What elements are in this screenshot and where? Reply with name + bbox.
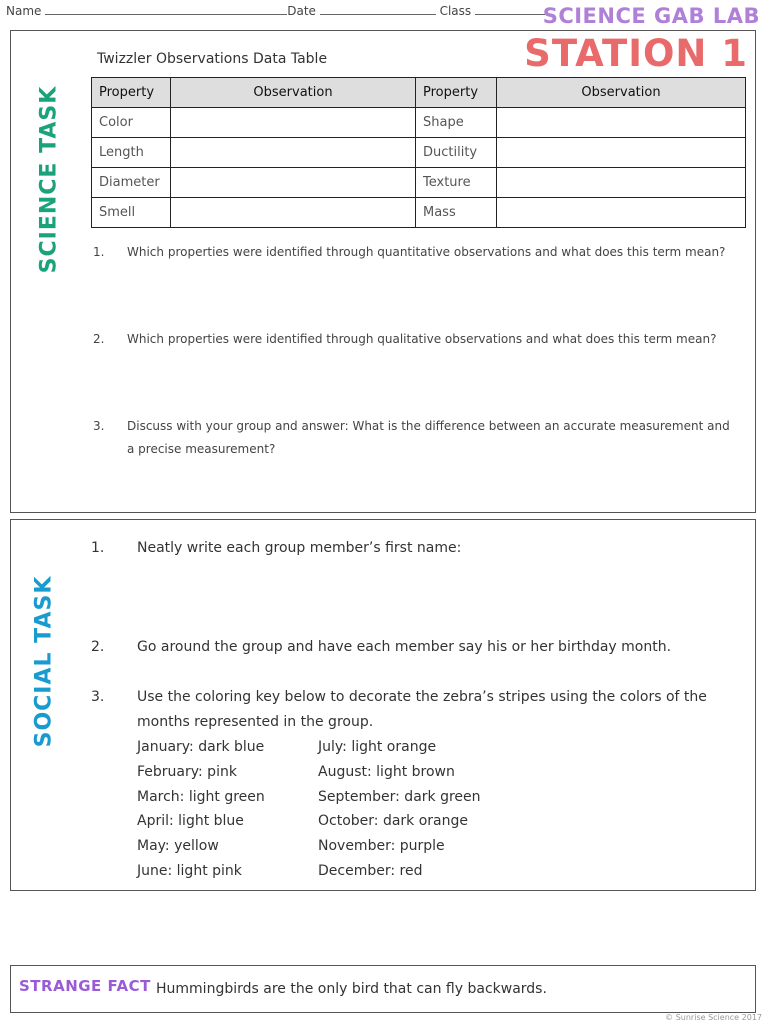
color-key-item: July: light orange: [318, 739, 437, 755]
observations-table: [91, 77, 746, 228]
header-observation: Observation: [171, 78, 416, 108]
color-key-item: May: yellow: [137, 838, 219, 855]
science-task-label: SCIENCE TASK: [36, 85, 62, 274]
strange-fact-text: Hummingbirds are the only bird that can fly backwards.: [156, 981, 547, 997]
color-key-item: February: pink: [137, 763, 237, 780]
table-title: Twizzler Observations Data Table: [97, 51, 328, 67]
brand-title: SCIENCE GAB LAB: [542, 4, 760, 28]
property-cell: Ductility: [416, 138, 497, 168]
name-line[interactable]: [45, 4, 287, 15]
observation-cell[interactable]: [497, 168, 746, 198]
date-line[interactable]: [320, 4, 436, 15]
observation-cell[interactable]: [497, 198, 746, 228]
social-item-3: [91, 685, 711, 735]
item-number: 3.: [91, 689, 105, 705]
copyright: © Sunrise Science 2017: [665, 1013, 762, 1022]
property-cell: Length: [92, 138, 171, 168]
item-number: 1.: [91, 540, 105, 556]
social-task-label: SOCIAL TASK: [31, 575, 57, 748]
property-cell: Diameter: [92, 168, 171, 198]
color-key-item: September: dark green: [318, 788, 481, 805]
question-number: 3.: [93, 419, 105, 433]
question-2: [93, 328, 733, 351]
station-title: STATION 1: [524, 32, 748, 75]
strange-fact-section: [10, 965, 756, 1013]
observation-cell[interactable]: [171, 138, 416, 168]
table-row: [92, 168, 746, 198]
color-key-left: [137, 735, 265, 884]
question-text: Discuss with your group and answer: What is the difference between an accurate measurement and a precise measurement?: [127, 419, 730, 456]
property-cell: Color: [92, 108, 171, 138]
color-key-right: [318, 735, 481, 884]
observation-cell[interactable]: [171, 198, 416, 228]
item-number: 2.: [91, 639, 105, 655]
social-item-2: [91, 635, 711, 660]
color-key-item: April: light blue: [137, 813, 244, 830]
color-key-item: November: purple: [318, 838, 445, 855]
question-text: Which properties were identified through quantitative observations and what does this term mean?: [127, 245, 726, 259]
property-cell: Shape: [416, 108, 497, 138]
header-property: Property: [92, 78, 171, 108]
table-header-row: [92, 78, 746, 108]
color-key-item: March: light green: [137, 788, 265, 805]
color-key-item: October: dark orange: [318, 813, 469, 830]
question-number: 1.: [93, 245, 105, 259]
question-number: 2.: [93, 332, 105, 346]
item-text: Neatly write each group member’s first name:: [137, 540, 462, 556]
question-text: Which properties were identified through qualitative observations and what does this term mean?: [127, 332, 717, 346]
class-line[interactable]: [475, 4, 545, 15]
question-3: [93, 415, 733, 461]
name-label: Name: [6, 4, 42, 18]
color-key-item: December: red: [318, 862, 423, 879]
question-1: [93, 241, 733, 264]
table-row: [92, 108, 746, 138]
observation-cell[interactable]: [171, 168, 416, 198]
date-label: Date: [287, 4, 316, 18]
header-fields: [6, 4, 545, 18]
property-cell: Smell: [92, 198, 171, 228]
color-key-item: January: dark blue: [137, 739, 265, 755]
social-item-1: [91, 536, 711, 561]
social-task-section: [10, 519, 756, 891]
color-key-item: June: light pink: [137, 862, 242, 879]
table-row: [92, 198, 746, 228]
observation-cell[interactable]: [171, 108, 416, 138]
class-label: Class: [439, 4, 472, 18]
header-property: Property: [416, 78, 497, 108]
science-task-section: [10, 30, 756, 513]
table-row: [92, 138, 746, 168]
header-observation: Observation: [497, 78, 746, 108]
observation-cell[interactable]: [497, 108, 746, 138]
item-text: Use the coloring key below to decorate the zebra’s stripes using the colors of the months represented in the group.: [137, 689, 707, 730]
observation-cell[interactable]: [497, 138, 746, 168]
property-cell: Texture: [416, 168, 497, 198]
color-key-item: August: light brown: [318, 763, 455, 780]
strange-fact-label: STRANGE FACT: [19, 977, 151, 995]
property-cell: Mass: [416, 198, 497, 228]
item-text: Go around the group and have each member say his or her birthday month.: [137, 639, 672, 655]
